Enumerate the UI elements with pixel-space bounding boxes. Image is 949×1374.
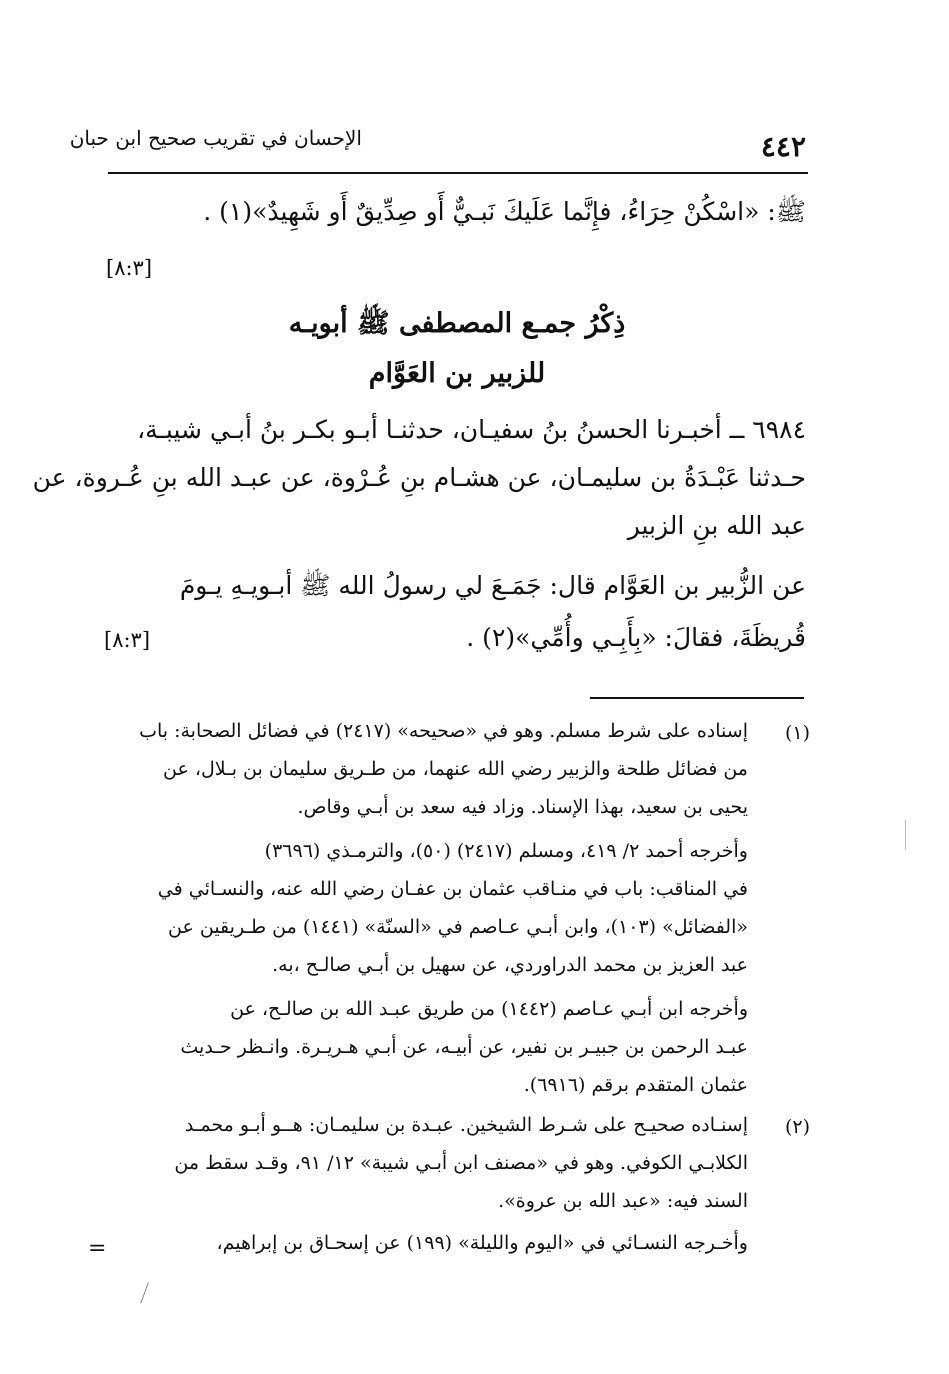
footnote-2-line: الكلابـي الكوفي. وهو في «مصنف ابن أبـي شيبة» ١٢/ ٩١، وقـد سقط من (174, 1152, 748, 1174)
section-heading-line-2: للزبير بن العَوَّام (368, 358, 546, 389)
footnote-1-line: من فضائل طلحة والزبير رضي الله عنهما، من طـريق سليمان بن بـلال، عن (163, 758, 748, 780)
footnote-1-number: (١) (784, 722, 810, 744)
isnad-line-1: ٦٩٨٤ ــ أخبـرنا الحسنُ بنُ سفيـان، حدثنـا أبـو بكـر بنُ أبـي شيبـة، (137, 415, 806, 444)
footnote-2-number: (٢) (784, 1116, 810, 1138)
isnad-line-3: عبد الله بنِ الزبير (627, 511, 806, 540)
header-rule (108, 172, 808, 174)
isnad-line-2: حـدثنا عَبْـدَةُ بن سليمـان، عن هشـام بنِ عُـرْوة، عن عبـد الله بنِ عُـروة، عن (32, 463, 806, 492)
matn-line-1: عن الزُّبير بن العَوَّام قال: جَمَـعَ لي رسولُ الله ﷺ أبـويـهِ يـومَ (179, 571, 806, 600)
footnote-1-line: إسناده على شرط مسلم. وهو في «صحيحه» (٢٤١٧) في فضائل الصحابة: باب (139, 720, 748, 742)
top-text-line: ﷺ: «اسْكُنْ حِرَاءُ، فإِنَّما عَلَيكَ نَبـيٌّ أَو صِدِّيقٌ أَو شَهِيدٌ»(١) . (203, 197, 806, 226)
page-number: ٤٤٢ (760, 130, 806, 163)
scan-mark (140, 1282, 148, 1303)
footnote-1-line: في المناقب: باب في منـاقب عثمان بن عفـان رضي الله عنه، والنسـائي في (157, 878, 748, 900)
matn-line-2: قُريظَةَ، فقالَ: «بِأَبِـي وأُمِّي»(٢) . (466, 623, 806, 652)
hadith-reference: [٨:٣] (104, 628, 151, 652)
top-text-reference: [٨:٣] (106, 256, 153, 280)
footnote-1-line: وأخرجه ابن أبـي عـاصم (١٤٤٢) من طريق عبـد الله بن صالـح، عن (230, 998, 748, 1020)
footnote-1-line: عبد العزيز بن محمد الدراوردي، عن سهيل بن أبـي صالـح ،به. (272, 954, 748, 976)
section-heading-line-1: ذِكْرُ جمـع المصطفى ﷺ أبويـه (288, 308, 626, 339)
footnote-2-line: إسنـاده صحيـح على شـرط الشيخين. عبـدة بن سليمـان: هــو أبـو محمـد (184, 1114, 748, 1136)
footnote-2-line: السند فيه: «عبد الله بن عروة». (498, 1190, 748, 1212)
footnote-1-line: يحيى بن سعيد، بهذا الإسناد. وزاد فيه سعد بن أبـي وقاص. (297, 796, 748, 818)
running-title: الإحسان في تقريب صحيح ابن حبان (69, 126, 362, 150)
footnote-1-line: وأخرجه أحمد ٢/ ٤١٩، ومسلم (٢٤١٧) (٥٠)، والترمـذي (٣٦٩٦) (264, 840, 748, 862)
footnote-rule (590, 697, 804, 699)
footnote-2-line: وأخـرجه النسـائي في «اليوم والليلة» (١٩٩) عن إسحـاق بن إبراهيم، (216, 1232, 748, 1254)
footnote-1-line: عثمان المتقدم برقم (٦٩١٦). (523, 1074, 748, 1096)
footnote-1-line: «الفضائل» (١٠٣)، وابن أبـي عـاصم في «السنّة» (١٤٤١) من طـريقين عن (168, 916, 748, 938)
footnote-1-line: عبـد الرحمن بن جبيـر بن نفير، عن أبيـه، عن أبـي هـريـرة. وانـظر حـديث (180, 1036, 748, 1058)
scan-mark (905, 820, 906, 850)
continuation-mark: = (88, 1236, 107, 1261)
